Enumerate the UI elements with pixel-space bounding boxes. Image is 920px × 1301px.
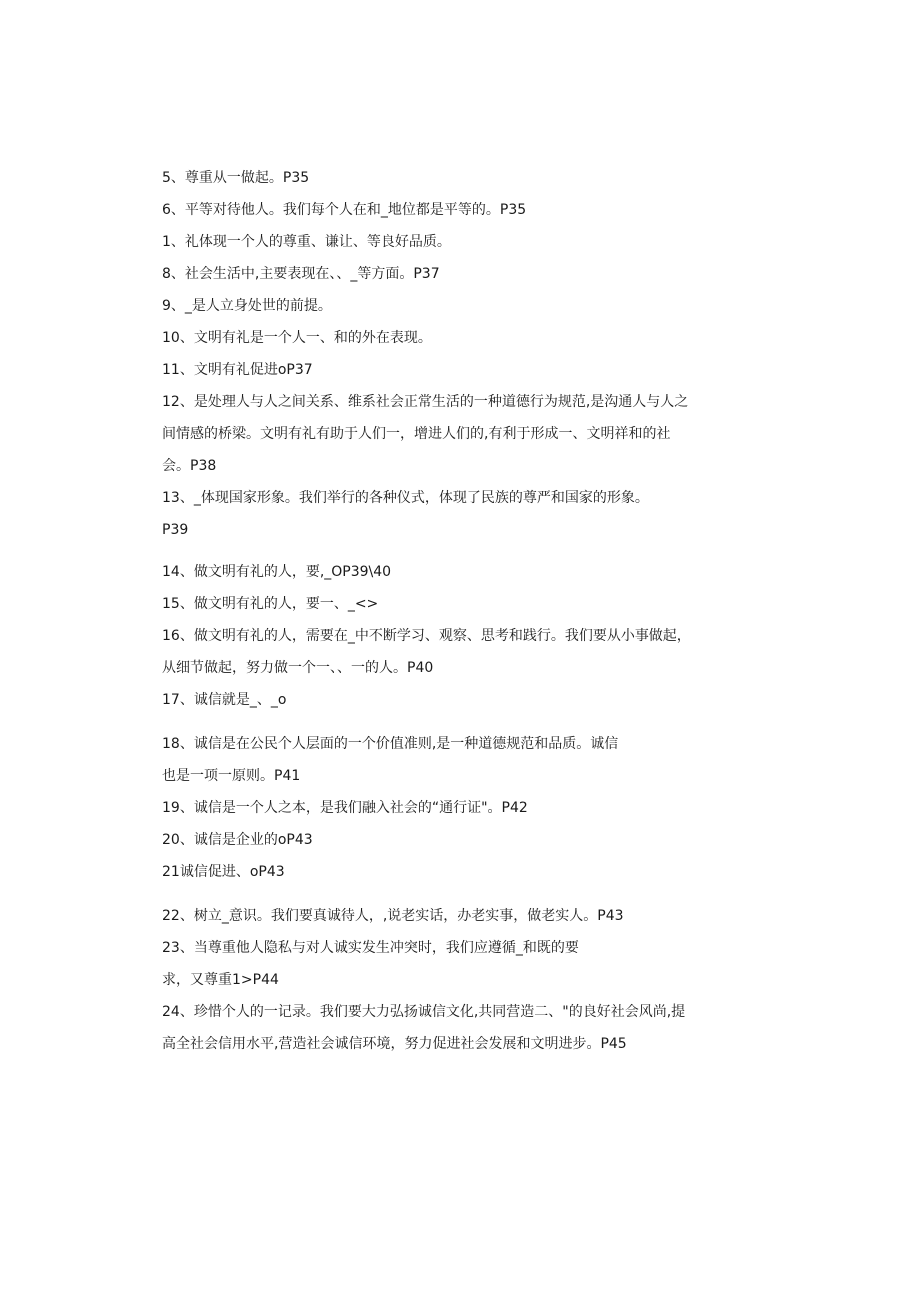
text-line: 11、文明有礼促进oP37 bbox=[162, 362, 313, 378]
text-line: 18、诚信是在公民个人层面的一个价值准则,是一种道德规范和品质。诚信 bbox=[162, 736, 619, 752]
text-line: 6、平等对待他人。我们每个人在和_地位都是平等的。P35 bbox=[162, 202, 527, 218]
text-line: 9、_是人立身处世的前提。 bbox=[162, 298, 332, 314]
text-line: 19、诚信是一个人之本，是我们融入社会的“通行证"。P42 bbox=[162, 800, 528, 816]
text-line: 17、诚信就是_、_o bbox=[162, 692, 287, 708]
text-line: 14、做文明有礼的人，要,_OP39\40 bbox=[162, 564, 392, 580]
text-line: 23、当尊重他人隐私与对人诚实发生冲突时，我们应遵循_和既的要 bbox=[162, 940, 579, 956]
text-line: 12、是处理人与人之间关系、维系社会正常生活的一种道德行为规范,是沟通人与人之 bbox=[162, 394, 689, 410]
text-line: 8、社会生活中,主要表现在、、_等方面。P37 bbox=[162, 266, 440, 282]
text-line: 10、文明有礼是一个人一、和的外在表现。 bbox=[162, 330, 432, 346]
text-line: 13、_体现国家形象。我们举行的各种仪式，体现了民族的尊严和国家的形象。 bbox=[162, 490, 649, 506]
text-line: 从细节做起，努力做一个一、、一的人。P40 bbox=[162, 660, 434, 676]
text-line: 20、诚信是企业的oP43 bbox=[162, 832, 313, 848]
text-line: 间情感的桥梁。文明有礼有助于人们一，增进人们的,有利于形成一、文明祥和的社 bbox=[162, 426, 671, 442]
text-line: 求，又尊重1>P44 bbox=[162, 972, 279, 988]
text-line: 会。P38 bbox=[162, 458, 217, 474]
text-line: 21诚信促进、oP43 bbox=[162, 864, 285, 880]
text-line: 也是一项一原则。P41 bbox=[162, 768, 301, 784]
text-line: P39 bbox=[162, 522, 189, 538]
text-line: 16、做文明有礼的人，需要在_中不断学习、观察、思考和践行。我们要从小事做起， bbox=[162, 628, 691, 644]
text-line: 24、珍惜个人的一记录。我们要大力弘扬诚信文化,共同营造二、"的良好社会风尚,提 bbox=[162, 1004, 686, 1020]
text-line: 22、树立_意识。我们要真诚待人，,说老实话，办老实事，做老实人。P43 bbox=[162, 908, 624, 924]
text-line: 1、礼体现一个人的尊重、谦让、等良好品质。 bbox=[162, 234, 451, 250]
text-line: 15、做文明有礼的人，要一、_<> bbox=[162, 596, 379, 612]
text-line: 高全社会信用水平,营造社会诚信环境，努力促进社会发展和文明进步。P45 bbox=[162, 1036, 627, 1052]
text-line: 5、尊重从一做起。P35 bbox=[162, 170, 310, 186]
